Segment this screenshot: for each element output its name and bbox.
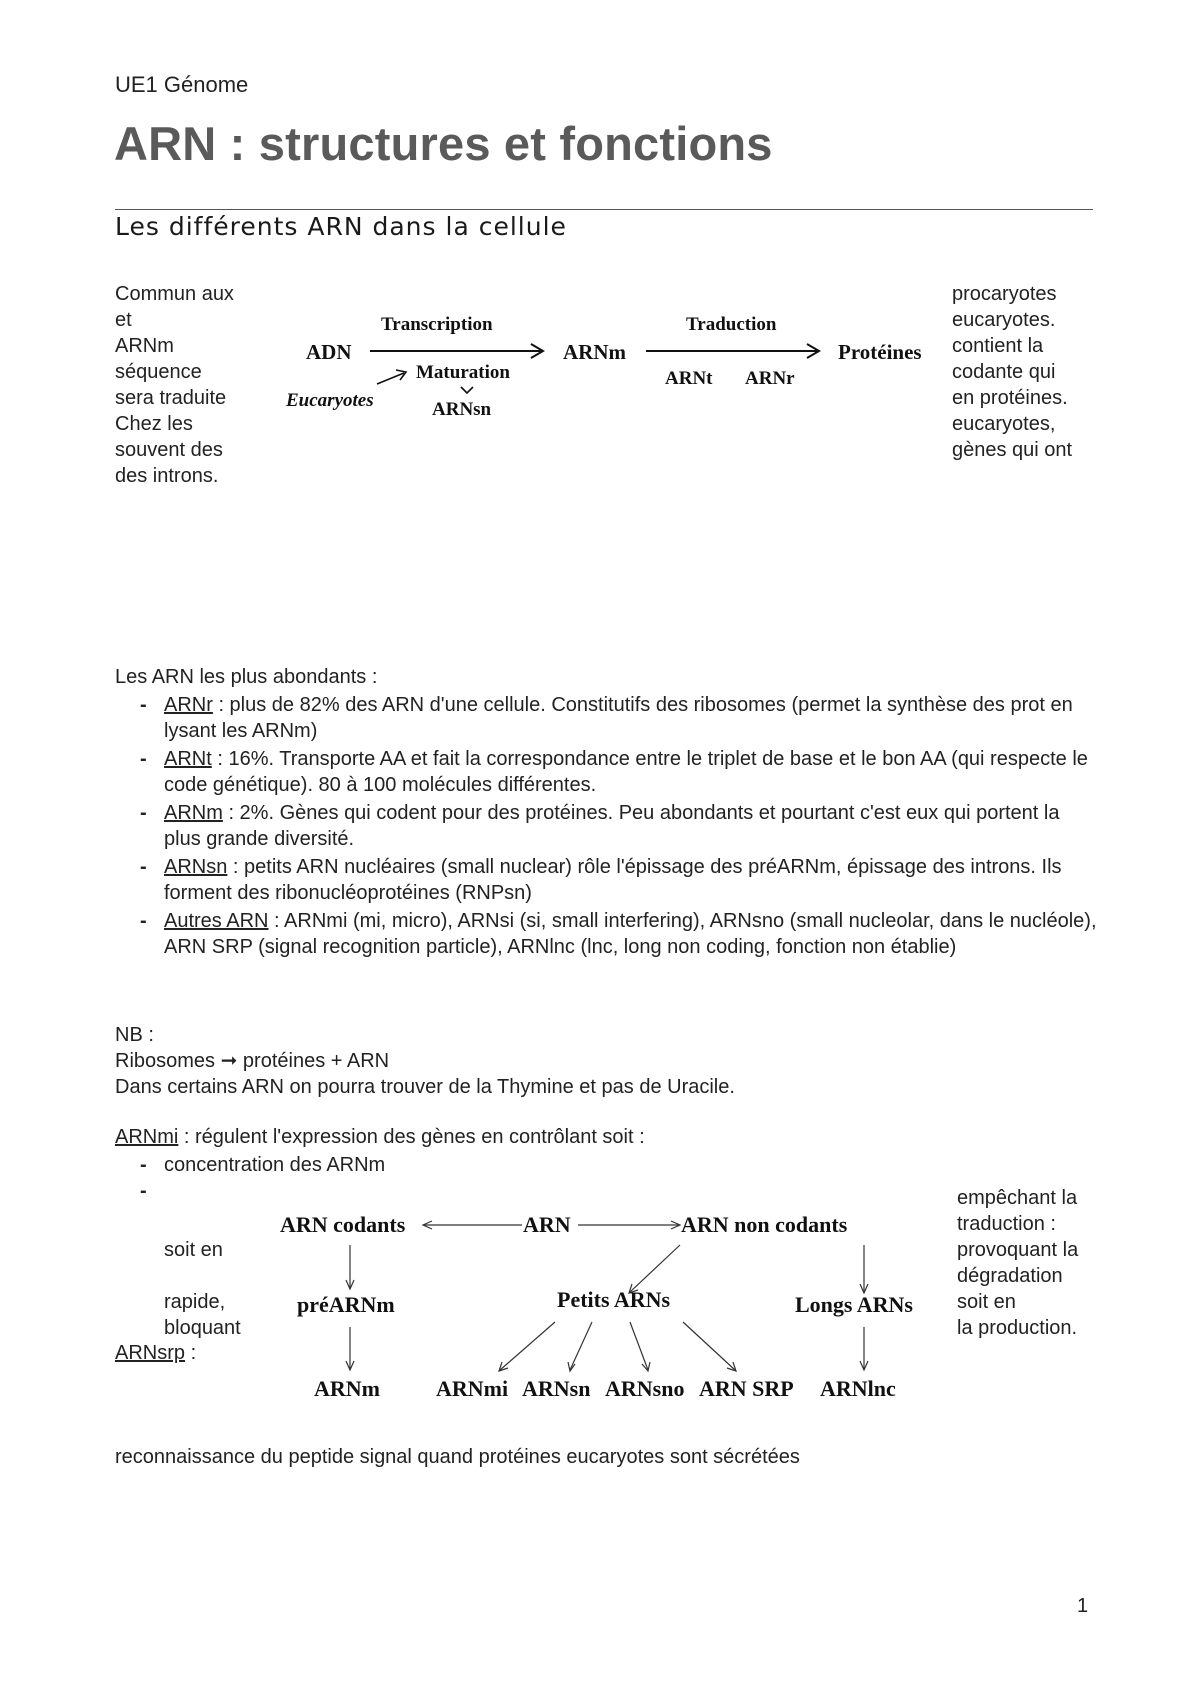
diagram-arnsn: ARNsn <box>432 399 492 420</box>
term-arnm: ARNm <box>164 802 223 824</box>
term-arnsn: ARNsn <box>164 856 228 878</box>
diagram-arnlnc-leaf: ARNlnc <box>820 1376 896 1401</box>
final-paragraph: reconnaissance du peptide signal quand protéines eucaryotes sont sécrétées <box>115 1446 800 1468</box>
abundant-lead: Les ARN les plus abondants : <box>115 666 378 688</box>
intro-left-line: et <box>115 309 132 331</box>
intro-right-line: codante qui <box>952 361 1056 383</box>
diagram-adn: ADN <box>306 340 352 364</box>
intro-left-line: séquence <box>115 361 202 383</box>
intro-left-line: sera traduite <box>115 387 227 409</box>
document-subject: UE1 Génome <box>115 72 249 97</box>
list-item <box>140 854 1100 906</box>
diagram-arnsno-leaf: ARNsno <box>605 1376 685 1401</box>
gene-expression-diagram <box>0 0 1200 460</box>
right-arrow-icon: ➞ <box>220 1050 238 1072</box>
arnmi-text: : régulent l'expression des gènes en contrôlant soit : <box>178 1126 645 1148</box>
diagram-eucaryotes: Eucaryotes <box>286 390 374 411</box>
item-text: : 16%. Transporte AA et fait la correspondance entre le triplet de base et le bon AA (qui respecte le code génétique). 80 à 100 molécules différentes. <box>164 748 1088 796</box>
bullet-dash: - <box>140 802 147 824</box>
diagram-arn: ARN <box>523 1212 571 1237</box>
list-item <box>140 800 1100 852</box>
maturation-chevron <box>461 387 473 393</box>
list-item <box>140 746 1100 798</box>
petits-to-arnsn-line <box>570 1322 592 1370</box>
term-arnmi: ARNmi <box>115 1126 179 1148</box>
diagram-prearnm: préARNm <box>297 1292 395 1317</box>
fragment-line: empêchant la <box>957 1187 1078 1209</box>
item-text: : 2%. Gènes qui codent pour des protéines. Peu abondants et pourtant c'est eux qui portent la plus grande diversité. <box>164 802 1060 850</box>
page-number: 1 <box>1077 1595 1089 1617</box>
diagram-arn-non-codants: ARN non codants <box>681 1212 848 1237</box>
diagram-arnm: ARNm <box>563 340 626 364</box>
fragment-line: traduction : <box>957 1213 1056 1235</box>
intro-left-line: ARNm <box>115 335 174 357</box>
diagram-transcription: Transcription <box>381 314 493 335</box>
list-item <box>140 1152 385 1178</box>
nb-label: NB : <box>115 1024 154 1046</box>
intro-left-line: Chez les <box>115 413 193 435</box>
diagram-longs-arns: Longs ARNs <box>795 1292 913 1317</box>
bullet-dash: - <box>140 748 147 770</box>
fragment-line: bloquant <box>164 1317 241 1339</box>
intro-left-line: des introns. <box>115 465 219 487</box>
diagram-arnr: ARNr <box>745 368 795 389</box>
bullet-dash: - <box>140 1180 147 1202</box>
fragment-line: soit en <box>957 1291 1016 1313</box>
diagram-maturation: Maturation <box>416 362 510 383</box>
bullet-dash: - <box>140 1154 147 1176</box>
list-item <box>140 692 1100 744</box>
item-text: concentration des ARNm <box>164 1154 386 1176</box>
list-item <box>140 908 1100 960</box>
diagram-arnm-leaf: ARNm <box>314 1376 380 1401</box>
term-autres-arn: Autres ARN <box>164 910 269 932</box>
nb-line-thymine: Dans certains ARN on pourra trouver de la Thymine et pas de Uracile. <box>115 1076 735 1098</box>
fragment-line: provoquant la <box>957 1239 1079 1261</box>
arnmi-paragraph <box>115 1124 645 1150</box>
diagram-petits-arns: Petits ARNs <box>557 1287 671 1312</box>
intro-left-line: souvent des <box>115 439 223 461</box>
petits-to-arnsrp-line <box>683 1322 735 1370</box>
intro-left-line: Commun aux <box>115 283 234 305</box>
arnsrp-text: : <box>185 1342 197 1364</box>
diagram-arnsn-leaf: ARNsn <box>522 1376 591 1401</box>
diagram-traduction: Traduction <box>686 314 777 335</box>
bullet-dash: - <box>140 910 147 932</box>
diagram-arn-codants: ARN codants <box>280 1212 406 1237</box>
bullet-dash: - <box>140 856 147 878</box>
abundant-list <box>140 692 1100 962</box>
diagram-arnmi-leaf: ARNmi <box>436 1376 509 1401</box>
term-arnt: ARNt <box>164 748 212 770</box>
fragment-line: rapide, <box>164 1291 226 1313</box>
eucaryotes-arrow <box>377 373 404 384</box>
item-text: : petits ARN nucléaires (small nuclear) rôle l'épissage des préARNm, épissage des introns. Ils forment des ribonucléoprotéines (RNPsn) <box>164 856 1062 904</box>
fragment-line: dégradation <box>957 1265 1063 1287</box>
intro-right-line: contient la <box>952 335 1044 357</box>
item-text: : plus de 82% des ARN d'une cellule. Constitutifs des ribosomes (permet la synthèse des prot en lysant les ARNm) <box>164 694 1073 742</box>
arn-classification-diagram <box>0 1190 1200 1420</box>
intro-right-line: procaryotes <box>952 283 1057 305</box>
intro-right-line: en protéines. <box>952 387 1068 409</box>
term-arnsrp: ARNsrp <box>115 1342 186 1364</box>
intro-right-line: eucaryotes. <box>952 309 1056 331</box>
term-arnr: ARNr <box>164 694 213 716</box>
fragment-line: la production. <box>957 1317 1078 1339</box>
nb-block <box>115 1022 735 1100</box>
diagram-proteines: Protéines <box>838 340 922 364</box>
fragment-line: soit en <box>164 1239 223 1261</box>
petits-to-arnsno-line <box>630 1322 648 1370</box>
nb-line-ribosomes <box>115 1048 735 1074</box>
section-heading: Les différents ARN dans la cellule <box>115 212 567 241</box>
diagram-arn-srp-leaf: ARN SRP <box>699 1376 794 1401</box>
diagram-arnt: ARNt <box>665 368 713 389</box>
intro-right-line: gènes qui ont <box>952 439 1073 461</box>
document-title: ARN : structures et fonctions <box>114 117 773 170</box>
nb-line1-a: Ribosomes <box>115 1050 221 1072</box>
non-codants-to-petits-line <box>630 1245 680 1292</box>
bullet-dash: - <box>140 694 147 716</box>
item-text: : ARNmi (mi, micro), ARNsi (si, small interfering), ARNsno (small nucleolar, dans le nucléole), ARN SRP (signal recognition particle), ARNlnc (lnc, long non coding, fonction non établie) <box>164 910 1097 958</box>
intro-right-line: eucaryotes, <box>952 413 1056 435</box>
nb-line1-b: protéines + ARN <box>237 1050 390 1072</box>
petits-to-arnmi-line <box>500 1322 555 1370</box>
